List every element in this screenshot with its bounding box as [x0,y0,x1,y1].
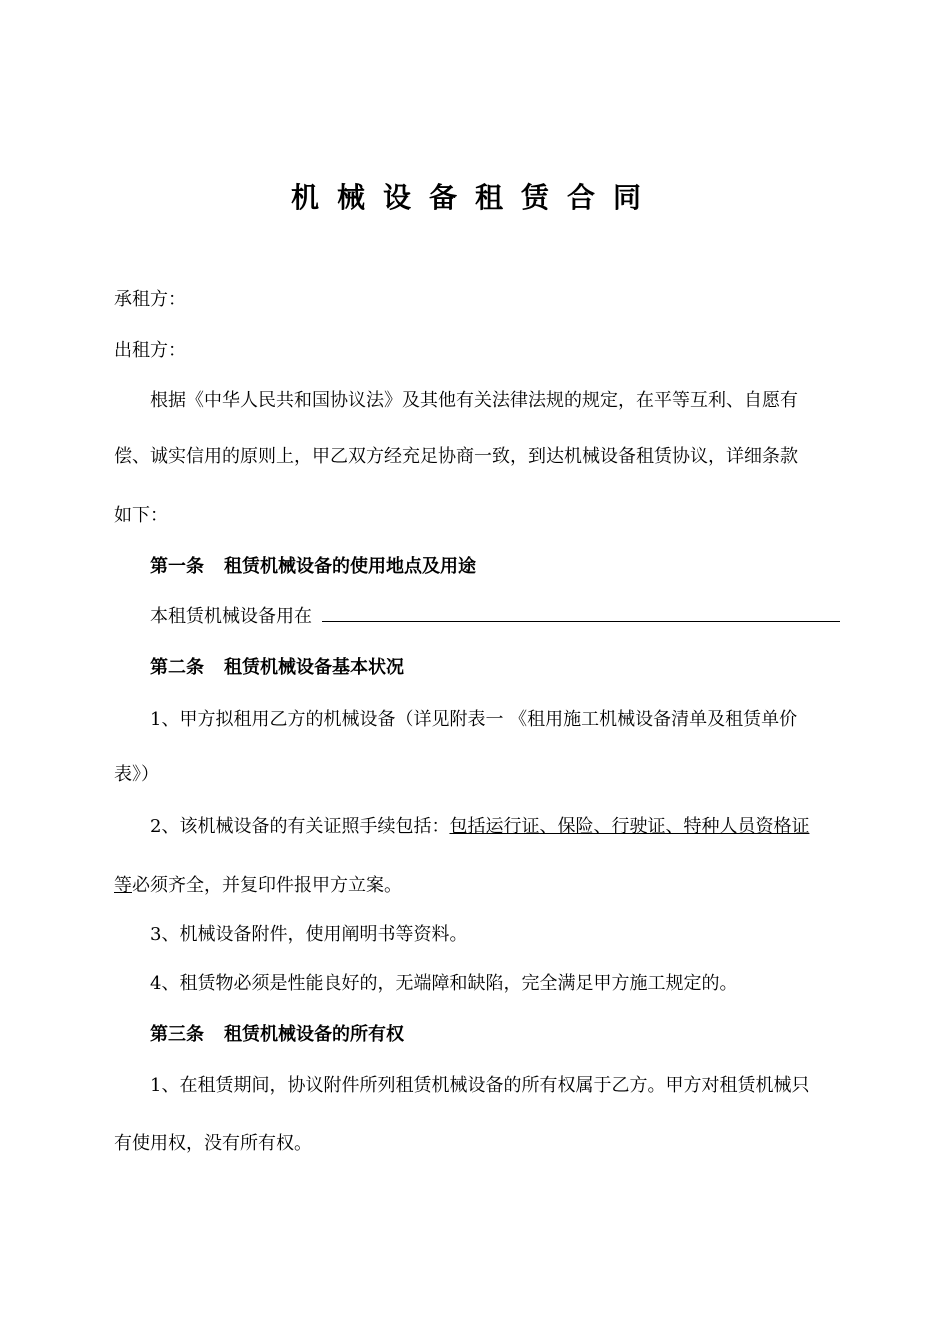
article-2-item-1-line-2: 表》） [114,764,159,785]
article-2-item-2-line-2 [114,872,850,900]
item-2-prefix: 2、该机械设备的有关证照手续包括： [150,816,450,837]
intro-line-2: 偿、诚实信用的原则上，甲乙双方经充足协商一致，到达机械设备租赁协议，详细条款 [114,446,798,467]
article-1-number: 第一条 [150,556,204,577]
article-2-item-2-line-1 [150,813,850,841]
article-1-title: 租赁机械设备的使用地点及用途 [224,556,476,577]
article-2-number: 第二条 [150,657,204,678]
intro-line-1: 根据《中华人民共和国协议法》及其他有关法律法规的规定，在平等互利、自愿有 [150,390,798,411]
article-2-item-3: 3、机械设备附件，使用阐明书等资料。 [150,924,468,945]
article-2-item-4: 4、租赁物必须是性能良好的，无端障和缺陷，完全满足甲方施工规定的。 [150,973,738,994]
item-2-underlined-end: 等 [114,875,132,896]
article-3-heading [150,1021,850,1049]
article-3-title: 租赁机械设备的所有权 [224,1024,404,1045]
article-2-item-1-line-1: 1、甲方拟租用乙方的机械设备（详见附表一 《租用施工机械设备清单及租赁单价 [150,709,798,730]
document-title: 机械设备租赁合同 [290,181,659,214]
article-1-usage-label: 本租赁机械设备用在 [150,606,312,627]
article-3-number: 第三条 [150,1024,204,1045]
article-2-heading [150,654,850,682]
article-2-title: 租赁机械设备基本状况 [224,657,404,678]
lessee-label: 承租方： [114,289,186,310]
article-3-item-1-line-1: 1、在租赁期间，协议附件所列租赁机械设备的所有权属于乙方。甲方对租赁机械只 [150,1075,810,1096]
usage-fill-blank [322,603,840,622]
article-1-text [150,603,850,631]
item-2-rest: 必须齐全，并复印件报甲方立案。 [132,875,402,896]
intro-line-3: 如下： [114,505,168,526]
article-1-heading [150,553,850,581]
lessor-label: 出租方： [114,340,186,361]
article-3-item-1-line-2: 有使用权，没有所有权。 [114,1133,312,1154]
item-2-underlined-list: 包括运行证、保险、行驶证、特种人员资格证 [449,816,810,837]
